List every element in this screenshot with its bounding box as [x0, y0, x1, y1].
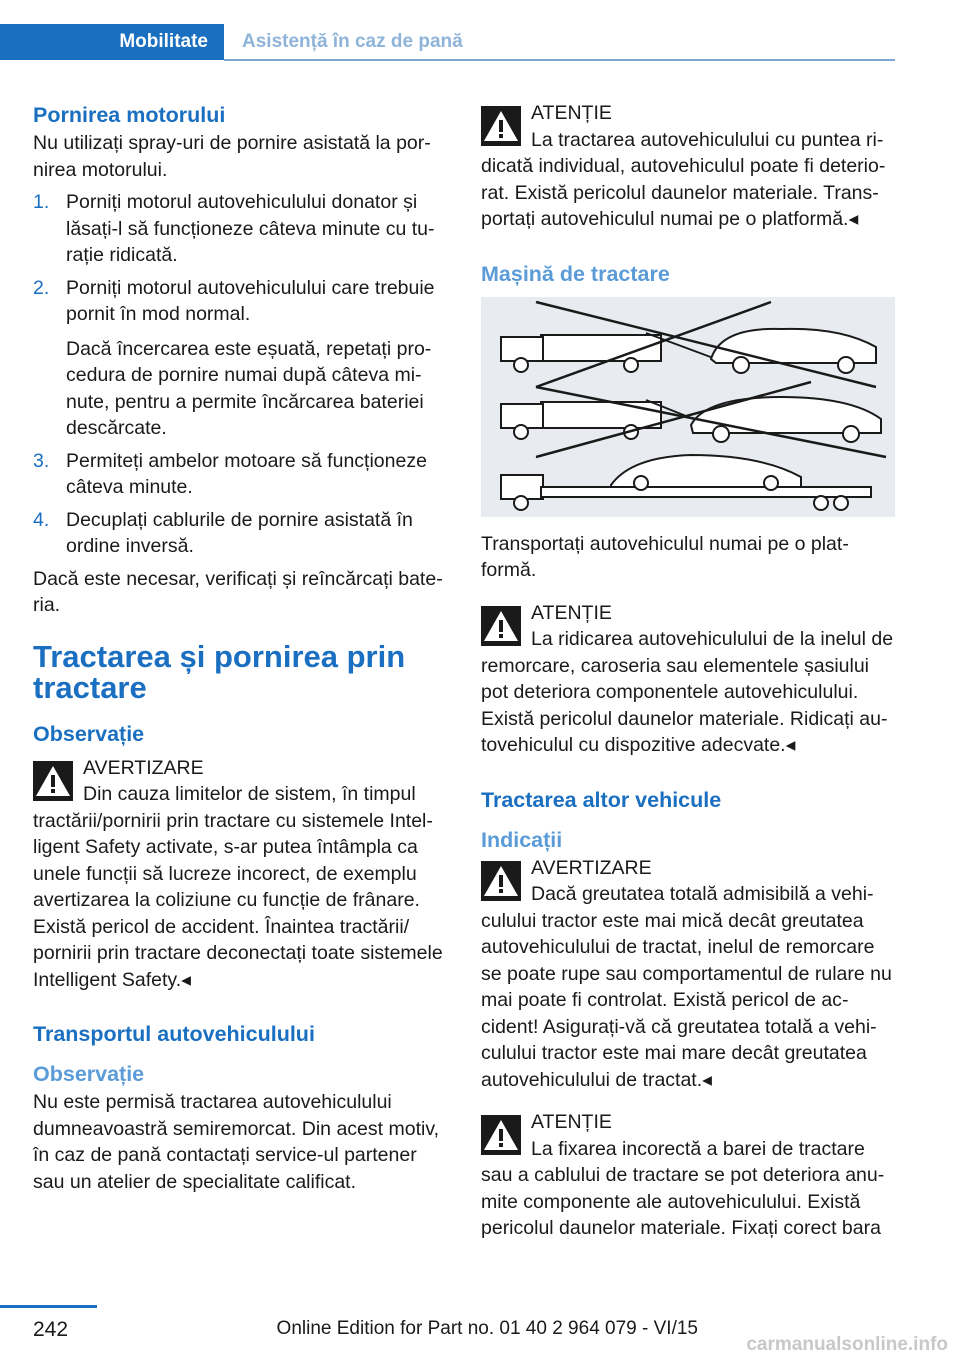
caution-text: La fixarea incorectă a barei de tractare sau a cablului de tractare se pot deteriora anumite componente ale autovehiculului. Există pericolul daunelor materiale. Fixați corect bara	[481, 1137, 885, 1239]
footer-rule	[0, 1305, 97, 1308]
heading-tractarea-altor: Tractarea altor vehicule	[481, 787, 722, 812]
paragraph-no-spray: Nu utilizați spray-uri de pornire asistată la pornirea motorului.	[33, 132, 431, 181]
step-number: 4.	[33, 508, 50, 531]
warning-title: AVERTIZARE	[531, 856, 652, 879]
list-item	[33, 448, 449, 501]
chapter-tab: Asistență în caz de pană	[242, 31, 463, 52]
tow-truck-drawing	[481, 297, 895, 517]
caution-title: ATENȚIE	[531, 601, 612, 624]
warning-title: AVERTIZARE	[83, 756, 204, 779]
heading-observatie: Observație	[33, 721, 145, 746]
heading-observatie-2: Observație	[33, 1062, 145, 1086]
paragraph-verificare: Dacă este necesar, verificați și reîncărcați bateria.	[33, 567, 443, 616]
step-text: Porniți motorul autovehiculului donator și lăsați-l să funcționeze câteva minute cu turație ridicată.	[66, 191, 435, 266]
warning-block	[33, 755, 449, 994]
caution-block	[481, 600, 897, 759]
list-item	[33, 507, 449, 560]
step-number: 2.	[33, 276, 50, 299]
warning-triangle-icon	[481, 106, 521, 146]
warning-text: Dacă greutatea totală admisibilă a vehiculului tractor este mai mică decât greutatea autovehiculului de tractat, inelul de remorcare se poate rupe sau comportamentul de rulare nu mai poate fi controlat. Există pericol de accident! Asigurați-vă că greutatea totală a vehiculului tractor este mai mare decât greutatea autovehiculului de tractat.◂	[481, 883, 892, 1091]
caution-title: ATENȚIE	[531, 102, 612, 124]
step-text: Permiteți ambelor motoare să funcționeze câteva minute.	[66, 449, 427, 498]
step-text: Porniți motorul autovehiculului care trebuie pornit în mod normal.	[66, 276, 435, 325]
page-number: 242	[33, 1318, 69, 1341]
caution-block	[481, 100, 897, 233]
left-column	[33, 100, 449, 1195]
heading-pornirea-motorului: Pornirea motorului	[33, 103, 226, 127]
heading-masina-tractare: Mașină de tractare	[481, 261, 670, 286]
heading-indicatii: Indicații	[481, 827, 563, 852]
warning-text: Din cauza limitelor de sistem, în timpul tractării/pornirii prin tractare cu sistemele Intelligent Safety activate, s-ar putea întâmpla ca unele funcții să lucreze incorect, de exemplu avertizarea la coliziune cu funcție de frânare. Există pericol de accident. Înaintea tractării/ pornirii prin tractare deconectați toate sistemele Intelligent Safety.◂	[33, 783, 443, 991]
list-item	[33, 275, 449, 442]
paragraph-platforma: Transportați autovehiculul numai pe o platformă.	[481, 532, 849, 581]
caution-text: La ridicarea autovehiculului de la inelul de remorcare, caroseria sau elementele șasiului pot deteriora componentele autovehiculului. Există pericolul daunelor materiale. Ridicați autovehiculul cu dispozitive adecvate.◂	[481, 628, 894, 756]
paragraph-transport: Nu este permisă tractarea autovehiculului dumneavoastră semiremorcat. Din acest motiv, în caz de pană contactați service-ul partener sau un atelier de specialitate calificat.	[33, 1091, 440, 1193]
watermark: carmanualsonline.info	[746, 1334, 948, 1355]
header-rule	[224, 59, 895, 61]
heading-transportul: Transportul autovehiculului	[33, 1022, 315, 1046]
warning-triangle-icon	[481, 1115, 521, 1155]
warning-triangle-icon	[481, 606, 521, 646]
section-tab: Mobilitate	[0, 24, 224, 60]
heading-tractarea: Tractarea și pornirea prin tractare	[33, 638, 406, 705]
step-extra-text: Dacă încercarea este eșuată, repetați procedura de pornire numai după câteva minute, pentru a permite încărcarea bateriei descărcate.	[66, 337, 432, 439]
edition-text: Online Edition for Part no. 01 40 2 964 079 - VI/15	[276, 1318, 698, 1339]
tow-truck-illustration	[481, 297, 895, 517]
step-number: 3.	[33, 449, 50, 472]
warning-triangle-icon	[481, 861, 521, 901]
step-number: 1.	[33, 191, 50, 213]
steps-list	[33, 189, 449, 560]
caution-title: ATENȚIE	[531, 1111, 612, 1133]
list-item	[33, 189, 449, 269]
right-column	[481, 100, 897, 1242]
step-text: Decuplați cablurile de pornire asistată în ordine inversă.	[66, 508, 413, 557]
caution-text: La tractarea autovehiculului cu puntea ridicată individual, autovehiculul poate fi deteriorat. Există pericolul daunelor materiale. Transportați autovehiculul numai pe o platformă.◂	[481, 128, 886, 230]
warning-block	[481, 855, 897, 1094]
warning-triangle-icon	[33, 761, 73, 801]
caution-block	[481, 1109, 897, 1242]
page-header	[0, 24, 895, 62]
